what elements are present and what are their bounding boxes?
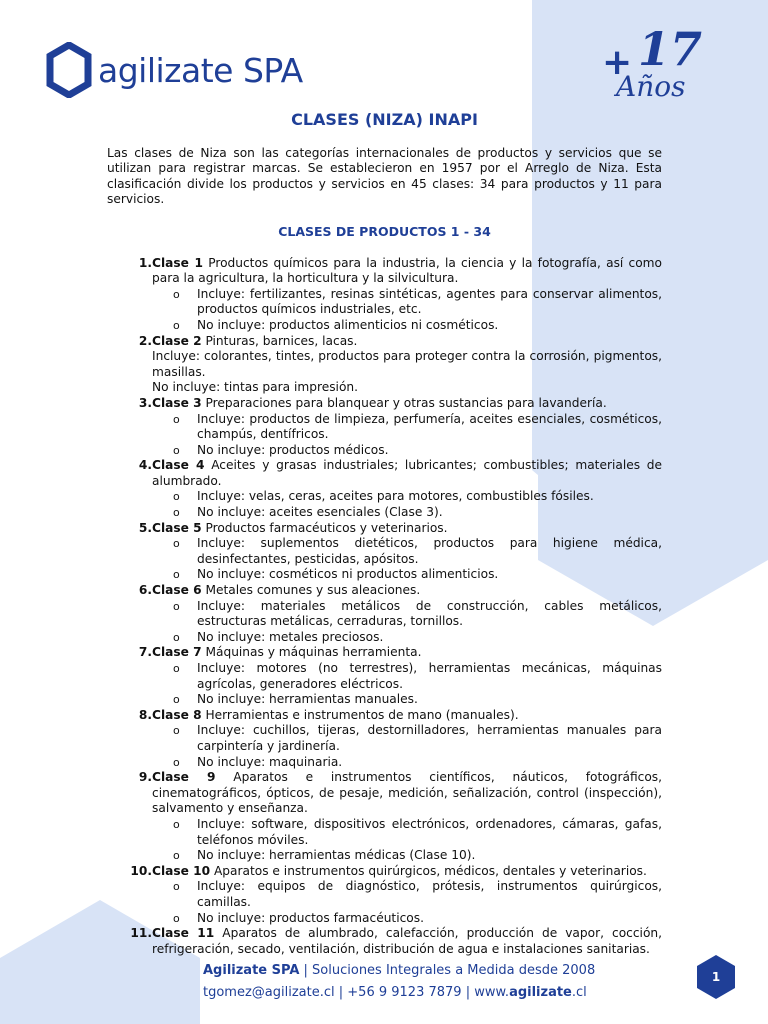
includes-item: o Incluye: productos de limpieza, perfumería, aceites esenciales, cosméticos, champús, dentífricos. — [152, 412, 662, 443]
class-label: Clase 5 — [152, 520, 202, 535]
page-number: 1 — [711, 970, 721, 984]
class-description: Aparatos e instrumentos científicos, náuticos, fotográficos, cinematográficos, ópticos, de pesaje, medición, señalización, control (inspección), salvamento y enseñanza. — [152, 770, 662, 816]
excludes-item: o No incluye: aceites esenciales (Clase 3). — [152, 505, 662, 521]
item-number: 3. — [138, 395, 152, 410]
class-description: Productos químicos para la industria, la ciencia y la fotografía, así como para la agricultura, la horticultura y la silvicultura. — [152, 255, 663, 286]
excludes-item: o No incluye: productos alimenticios ni cosméticos. — [152, 318, 662, 334]
list-item — [107, 256, 662, 334]
item-number: 8. — [138, 707, 152, 722]
footer-line-1 — [203, 960, 595, 982]
item-number: 11. — [130, 926, 152, 941]
document-body — [107, 108, 662, 957]
class-description: Aceites y grasas industriales; lubricantes; combustibles; materiales de alumbrado. — [152, 458, 663, 488]
includes-item: o Incluye: fertilizantes, resinas sintéticas, agentes para conservar alimentos, productos químicos industriales, etc. — [152, 287, 662, 318]
footer-email[interactable]: tgomez@agilizate.cl — [203, 985, 335, 1000]
footer-company: Agilizate SPA — [203, 963, 300, 978]
item-number: 6. — [138, 583, 152, 598]
section-title: CLASES DE PRODUCTOS 1 - 34 — [278, 223, 491, 239]
footer-website[interactable] — [474, 985, 587, 1000]
class-description: Máquinas y máquinas herramienta. — [205, 645, 422, 660]
item-number: 7. — [138, 645, 152, 660]
includes-item: o Incluye: software, dispositivos electrónicos, ordenadores, cámaras, gafas, teléfonos móviles. — [152, 817, 662, 848]
excludes-item: o No incluye: cosméticos ni productos alimenticios. — [152, 567, 662, 583]
footer-separator: | — [334, 985, 348, 1000]
class-description: Aparatos e instrumentos quirúrgicos, médicos, dentales y veterinarios. — [213, 863, 647, 878]
excludes-item: o No incluye: metales preciosos. — [152, 630, 662, 646]
list-item — [107, 708, 662, 770]
class-label: Clase 8 — [152, 707, 202, 722]
list-item — [107, 864, 662, 926]
list-item — [107, 334, 662, 396]
footer-line-2 — [203, 982, 595, 1004]
website-domain: agilizate — [509, 985, 572, 1000]
class-description: Aparatos de alumbrado, calefacción, producción de vapor, cocción, refrigeración, secado, ventilación, distribución de agua e instalaciones sanitarias. — [152, 926, 662, 956]
list-item — [107, 583, 662, 645]
company-logo — [46, 40, 303, 100]
item-number: 4. — [138, 458, 152, 473]
includes-item: o Incluye: materiales metálicos de construcción, cables metálicos, estructuras metálicas, cerraduras, tornillos. — [152, 599, 662, 630]
class-description: Herramientas e instrumentos de mano (manuales). — [205, 707, 519, 722]
includes-item: o Incluye: equipos de diagnóstico, prótesis, instrumentos quirúrgicos, camillas. — [152, 879, 662, 910]
excludes-item: o No incluye: maquinaria. — [152, 755, 662, 771]
includes-item: o Incluye: velas, ceras, aceites para motores, combustibles fósiles. — [152, 489, 662, 505]
list-item — [107, 770, 662, 864]
class-description: Metales comunes y sus aleaciones. — [205, 583, 421, 598]
hexagon-logo-icon — [46, 42, 92, 98]
excludes-item: o No incluye: productos médicos. — [152, 443, 662, 459]
class-label: Clase 6 — [152, 583, 202, 598]
class-label: Clase 2 — [152, 333, 202, 348]
class-description: Pinturas, barnices, lacas. — [205, 333, 358, 348]
footer-separator: | — [299, 963, 313, 978]
list-item — [107, 645, 662, 707]
footer-tagline: Soluciones Integrales a Medida desde 2008 — [312, 963, 596, 978]
website-suffix: .cl — [571, 985, 587, 1000]
website-prefix: www. — [474, 985, 510, 1000]
excludes-item: No incluye: tintas para impresión. — [152, 380, 359, 395]
class-label: Clase 1 — [152, 255, 203, 270]
list-item — [107, 396, 662, 458]
years-badge: + 17 Años — [602, 22, 703, 103]
item-number: 5. — [138, 520, 152, 535]
list-item — [107, 926, 662, 957]
footer-phone: +56 9 9123 7879 — [347, 985, 462, 1000]
item-number: 10. — [130, 863, 152, 878]
years-plus: + — [602, 42, 633, 83]
logo-text: agilizate SPA — [98, 50, 303, 90]
includes-item: Incluye: colorantes, tintes, productos para proteger contra la corrosión, pigmentos, masillas. — [152, 349, 662, 379]
class-label: Clase 9 — [152, 770, 216, 785]
class-label: Clase 10 — [152, 863, 211, 878]
excludes-item: o No incluye: herramientas médicas (Clase 10). — [152, 848, 662, 864]
page-title: CLASES (NIZA) INAPI — [291, 110, 478, 129]
includes-item: o Incluye: motores (no terrestres), herramientas mecánicas, máquinas agrícolas, generadores eléctricos. — [152, 661, 662, 692]
list-item — [107, 458, 662, 520]
class-label: Clase 3 — [152, 395, 202, 410]
excludes-item: o No incluye: productos farmacéuticos. — [152, 911, 662, 927]
class-description: Preparaciones para blanquear y otras sustancias para lavandería. — [205, 395, 607, 410]
page-footer — [203, 960, 595, 1004]
intro-paragraph: Las clases de Niza son las categorías internacionales de productos y servicios que se utilizan para registrar marcas. Se establecieron en 1957 por el Arreglo de Niza. Esta clasificación divide los productos y servicios en 45 clases: 34 para productos y 11 para servicios. — [107, 145, 662, 207]
excludes-item: o No incluye: herramientas manuales. — [152, 692, 662, 708]
includes-item: o Incluye: suplementos dietéticos, productos para higiene médica, desinfectantes, pesticidas, apósitos. — [152, 536, 662, 567]
class-label: Clase 4 — [152, 458, 205, 473]
includes-item: o Incluye: cuchillos, tijeras, destornilladores, herramientas manuales para carpintería y jardinería. — [152, 723, 662, 754]
item-number: 9. — [138, 770, 152, 785]
footer-separator: | — [461, 985, 475, 1000]
class-description: Productos farmacéuticos y veterinarios. — [205, 520, 448, 535]
classes-list — [107, 256, 662, 958]
class-label: Clase 7 — [152, 645, 202, 660]
item-number: 1. — [138, 255, 152, 270]
item-number: 2. — [138, 333, 152, 348]
class-label: Clase 11 — [152, 926, 215, 941]
list-item — [107, 521, 662, 583]
years-label: Años — [616, 70, 686, 103]
